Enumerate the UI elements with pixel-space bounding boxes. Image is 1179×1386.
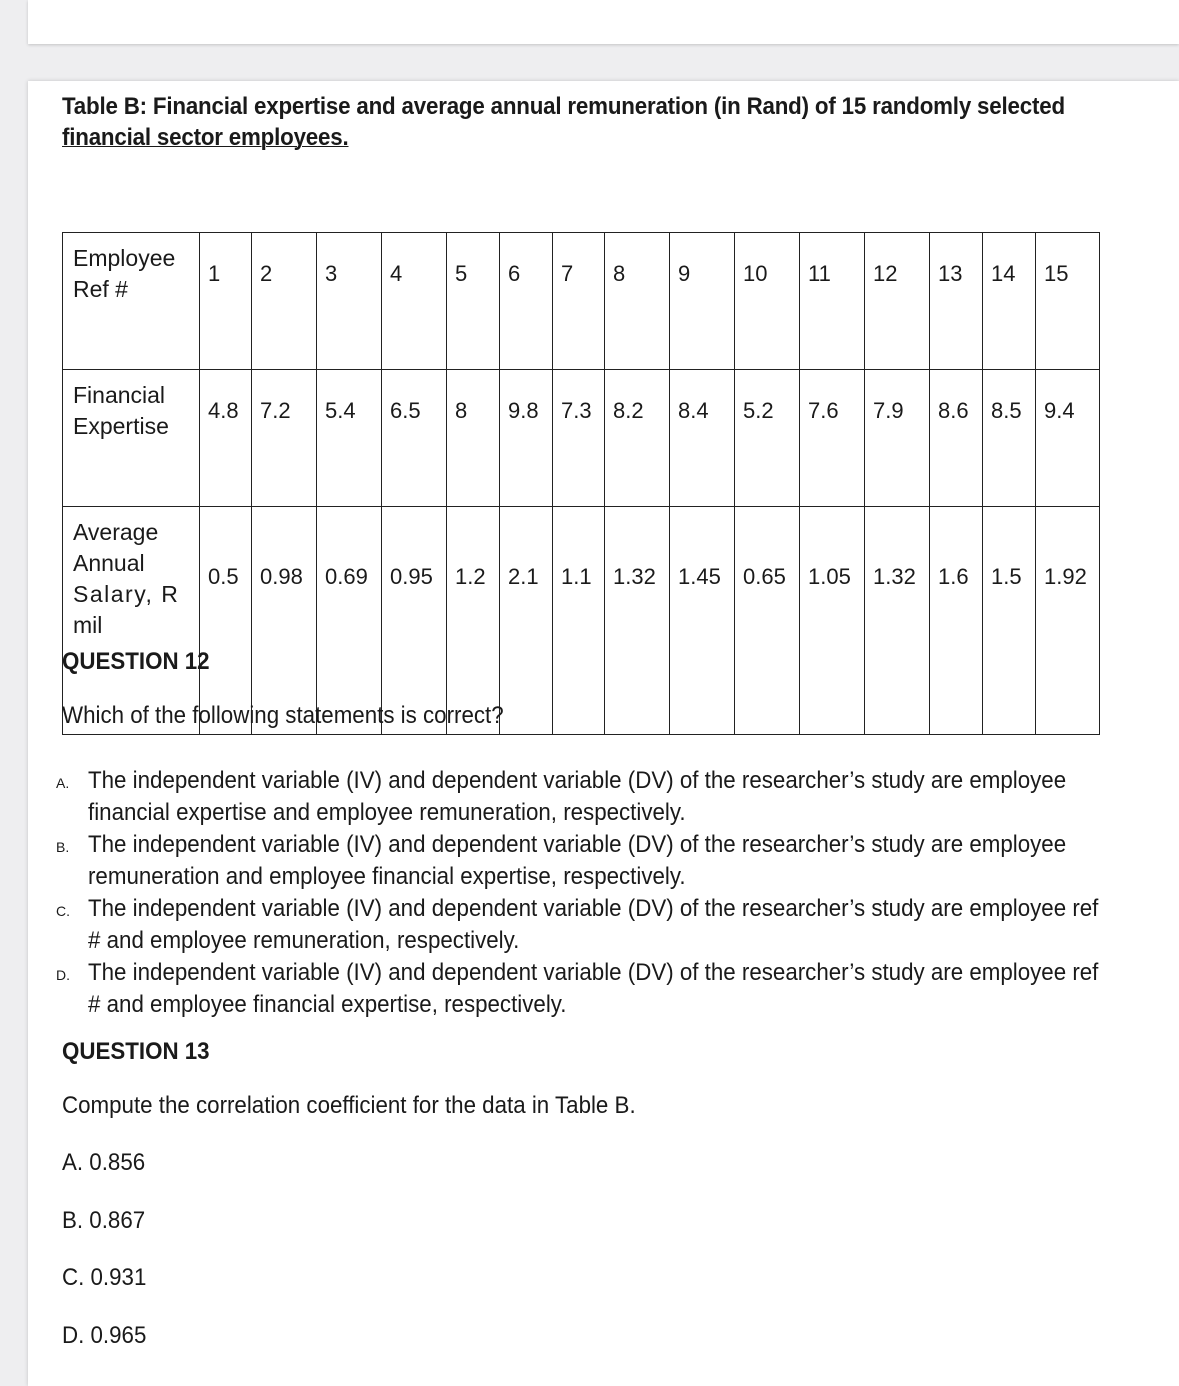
- salary-cell-14: 1.5: [983, 507, 1036, 735]
- ref-cell-3: 3: [317, 233, 382, 370]
- option-text: [88, 957, 1111, 1021]
- ref-cell-5: 5: [447, 233, 500, 370]
- row-label-salary-b: Salary, R: [73, 581, 180, 607]
- expertise-cell-1: 4.8: [200, 370, 252, 507]
- ref-cell-6: 6: [500, 233, 553, 370]
- ref-cell-4: 4: [382, 233, 447, 370]
- table-caption: [62, 91, 1104, 153]
- expertise-cell-13: 8.6: [930, 370, 983, 507]
- ref-cell-13: 13: [930, 233, 983, 370]
- data-table: [62, 232, 1100, 735]
- salary-cell-7: 1.1: [553, 507, 605, 735]
- expertise-cell-6: 9.8: [500, 370, 553, 507]
- row-label-salary-a: Average Annual: [73, 519, 159, 576]
- row-financial-expertise: [63, 370, 1100, 507]
- salary-cell-13: 1.6: [930, 507, 983, 735]
- row-label-expertise: Financial Expertise: [63, 370, 200, 507]
- ref-cell-7: 7: [553, 233, 605, 370]
- expertise-cell-2: 7.2: [252, 370, 317, 507]
- option-letter: D.: [56, 967, 70, 983]
- option-text: [88, 765, 1111, 829]
- row-label-salary: [63, 507, 200, 735]
- question-12-heading: QUESTION 12: [62, 648, 210, 675]
- previous-card: [28, 0, 1179, 44]
- row-label-salary-c: mil: [73, 612, 103, 638]
- salary-cell-4: 0.95: [382, 507, 447, 735]
- answer-a[interactable]: A. 0.856: [62, 1149, 146, 1176]
- salary-cell-6: 2.1: [500, 507, 553, 735]
- ref-cell-1: 1: [200, 233, 252, 370]
- option-text-line2: # and employee financial expertise, respectively.: [88, 991, 567, 1018]
- option-text-line1: The independent variable (IV) and dependent variable (DV) of the researcher’s study are employee ref: [88, 959, 1099, 986]
- expertise-cell-8: 8.2: [605, 370, 670, 507]
- option-text: [88, 893, 1111, 957]
- answer-b[interactable]: B. 0.867: [62, 1207, 146, 1234]
- salary-cell-11: 1.05: [800, 507, 865, 735]
- ref-cell-14: 14: [983, 233, 1036, 370]
- expertise-cell-10: 5.2: [735, 370, 800, 507]
- expertise-cell-7: 7.3: [553, 370, 605, 507]
- option-text-line1: The independent variable (IV) and dependent variable (DV) of the researcher’s study are employee: [88, 767, 1067, 794]
- salary-cell-1: 0.5: [200, 507, 252, 735]
- ref-cell-12: 12: [865, 233, 930, 370]
- ref-cell-10: 10: [735, 233, 800, 370]
- question-content: [56, 91, 1102, 1349]
- expertise-cell-9: 8.4: [670, 370, 735, 507]
- question-12-options: [56, 765, 1106, 1021]
- expertise-cell-15: 9.4: [1036, 370, 1100, 507]
- question-12-prompt: Which of the following statements is correct?: [62, 702, 504, 729]
- question-13-heading: QUESTION 13: [62, 1038, 210, 1065]
- answer-c[interactable]: C. 0.931: [62, 1264, 147, 1291]
- option-c[interactable]: [56, 893, 1106, 957]
- row-employee-ref: [63, 233, 1100, 370]
- row-label-ref: Employee Ref #: [63, 233, 200, 370]
- option-a[interactable]: [56, 765, 1106, 829]
- ref-cell-9: 9: [670, 233, 735, 370]
- salary-cell-10: 0.65: [735, 507, 800, 735]
- answer-d[interactable]: D. 0.965: [62, 1322, 147, 1349]
- option-letter: A.: [56, 775, 70, 791]
- salary-cell-15: 1.92: [1036, 507, 1100, 735]
- salary-cell-8: 1.32: [605, 507, 670, 735]
- option-text-line2: # and employee remuneration, respectively.: [88, 927, 520, 954]
- expertise-cell-5: 8: [447, 370, 500, 507]
- expertise-cell-14: 8.5: [983, 370, 1036, 507]
- option-text-line2: remuneration and employee financial expertise, respectively.: [88, 863, 686, 890]
- row-average-salary: [63, 507, 1100, 735]
- ref-cell-2: 2: [252, 233, 317, 370]
- option-text-line1: The independent variable (IV) and dependent variable (DV) of the researcher’s study are employee: [88, 831, 1067, 858]
- option-text-line1: The independent variable (IV) and dependent variable (DV) of the researcher’s study are employee ref: [88, 895, 1099, 922]
- ref-cell-8: 8: [605, 233, 670, 370]
- expertise-cell-3: 5.4: [317, 370, 382, 507]
- option-letter: B.: [56, 839, 70, 855]
- salary-cell-12: 1.32: [865, 507, 930, 735]
- table-caption-line1: Table B: Financial expertise and average annual remuneration (in Rand) of 15 randomly selected: [62, 93, 1065, 120]
- ref-cell-15: 15: [1036, 233, 1100, 370]
- question-13-prompt: Compute the correlation coefficient for the data in Table B.: [62, 1092, 636, 1119]
- ref-cell-11: 11: [800, 233, 865, 370]
- salary-cell-5: 1.2: [447, 507, 500, 735]
- salary-cell-2: 0.98: [252, 507, 317, 735]
- salary-cell-9: 1.45: [670, 507, 735, 735]
- expertise-cell-4: 6.5: [382, 370, 447, 507]
- option-b[interactable]: [56, 829, 1106, 893]
- option-d[interactable]: [56, 957, 1106, 1021]
- option-letter: C.: [56, 903, 70, 919]
- expertise-cell-11: 7.6: [800, 370, 865, 507]
- table-caption-line2: financial sector employees.: [62, 124, 349, 151]
- option-text-line2: financial expertise and employee remuneration, respectively.: [88, 799, 686, 826]
- expertise-cell-12: 7.9: [865, 370, 930, 507]
- option-text: [88, 829, 1111, 893]
- salary-cell-3: 0.69: [317, 507, 382, 735]
